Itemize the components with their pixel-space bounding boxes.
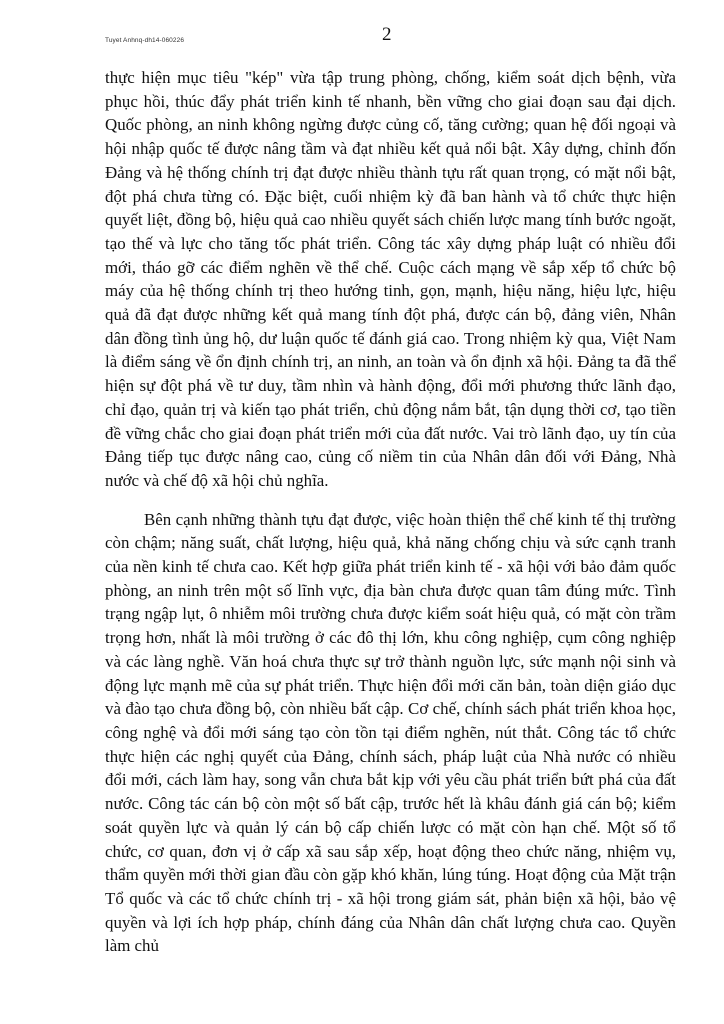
document-body [105, 66, 676, 958]
header-left-text: Tuyet Anhnq-dh14-060226 [105, 37, 185, 44]
page-number: 2 [382, 24, 392, 45]
paragraph-2: Bên cạnh những thành tựu đạt được, việc hoàn thiện thể chế kinh tế thị trường còn chậm; năng suất, chất lượng, hiệu quả, khả năng chống chịu và sức cạnh tranh của nền kinh tế chưa cao. Kết hợp giữa phát triển kinh tế - xã hội với bảo đảm quốc phòng, an ninh trên một số lĩnh vực, địa bàn chưa được quan tâm đúng mức. Tình trạng ngập lụt, ô nhiễm môi trường chưa được kiểm soát hiệu quả, có mặt còn trầm trọng hơn, nhất là môi trường ở các đô thị lớn, khu công nghiệp, cụm công nghiệp và các làng nghề. Văn hoá chưa thực sự trở thành nguồn lực, sức mạnh nội sinh và động lực mạnh mẽ của sự phát triển. Thực hiện đổi mới căn bản, toàn diện giáo dục và đào tạo chưa đồng bộ, còn nhiều bất cập. Cơ chế, chính sách phát triển khoa học, công nghệ và đổi mới sáng tạo còn tồn tại điểm nghẽn, nút thắt. Công tác tổ chức thực hiện các nghị quyết của Đảng, chính sách, pháp luật của Nhà nước có nhiều đổi mới, cách làm hay, song vẫn chưa bắt kịp với yêu cầu phát triển bứt phá của đất nước. Công tác cán bộ còn một số bất cập, trước hết là khâu đánh giá cán bộ; kiểm soát quyền lực và quản lý cán bộ cấp chiến lược có mặt còn hạn chế. Một số tổ chức, cơ quan, đơn vị ở cấp xã sau sắp xếp, hoạt động theo chức năng, nhiệm vụ, thẩm quyền mới thời gian đầu còn gặp khó khăn, lúng túng. Hoạt động của Mặt trận Tổ quốc và các tổ chức chính trị - xã hội trong giám sát, phản biện xã hội, bảo vệ quyền và lợi ích hợp pháp, chính đáng của Nhân dân chất lượng chưa cao. Quyền làm chủ [105, 509, 676, 956]
paragraph-1: thực hiện mục tiêu "kép" vừa tập trung phòng, chống, kiểm soát dịch bệnh, vừa phục hồi, thúc đẩy phát triển kinh tế nhanh, bền vững cho giai đoạn sau đại dịch. Quốc phòng, an ninh không ngừng được củng cố, tăng cường; quan hệ đối ngoại và hội nhập quốc tế được nâng tầm và đạt nhiều kết quả nổi bật. Xây dựng, chỉnh đốn Đảng và hệ thống chính trị đạt được nhiều thành tựu rất quan trọng, có mặt nổi bật, đột phá chưa từng có. Đặc biệt, cuối nhiệm kỳ đã ban hành và tổ chức thực hiện quyết liệt, đồng bộ, hiệu quả cao nhiều quyết sách chiến lược mang tính bước ngoặt, tạo thế và lực cho tăng tốc phát triển. Công tác xây dựng pháp luật có nhiều đổi mới, tháo gỡ các điểm nghẽn về thể chế. Cuộc cách mạng về sắp xếp tổ chức bộ máy của hệ thống chính trị theo hướng tinh, gọn, mạnh, hiệu năng, hiệu lực, hiệu quả đã đạt được những kết quả mang tính đột phá, được cán bộ, đảng viên, Nhân dân đồng tình ủng hộ, dư luận quốc tế đánh giá cao. Trong nhiệm kỳ qua, Việt Nam là điểm sáng về ổn định chính trị, an ninh, an toàn và ổn định xã hội. Đảng ta đã thể hiện sự đột phá về tư duy, tầm nhìn và hành động, đổi mới phương thức lãnh đạo, chỉ đạo, quản trị và kiến tạo phát triển, chủ động nắm bắt, tận dụng thời cơ, tạo tiền đề vững chắc cho giai đoạn phát triển mới của đất nước. Vai trò lãnh đạo, uy tín của Đảng tiếp tục được nâng cao, củng cố niềm tin của Nhân dân đối với Đảng, Nhà nước và chế độ xã hội chủ nghĩa. [105, 68, 676, 490]
